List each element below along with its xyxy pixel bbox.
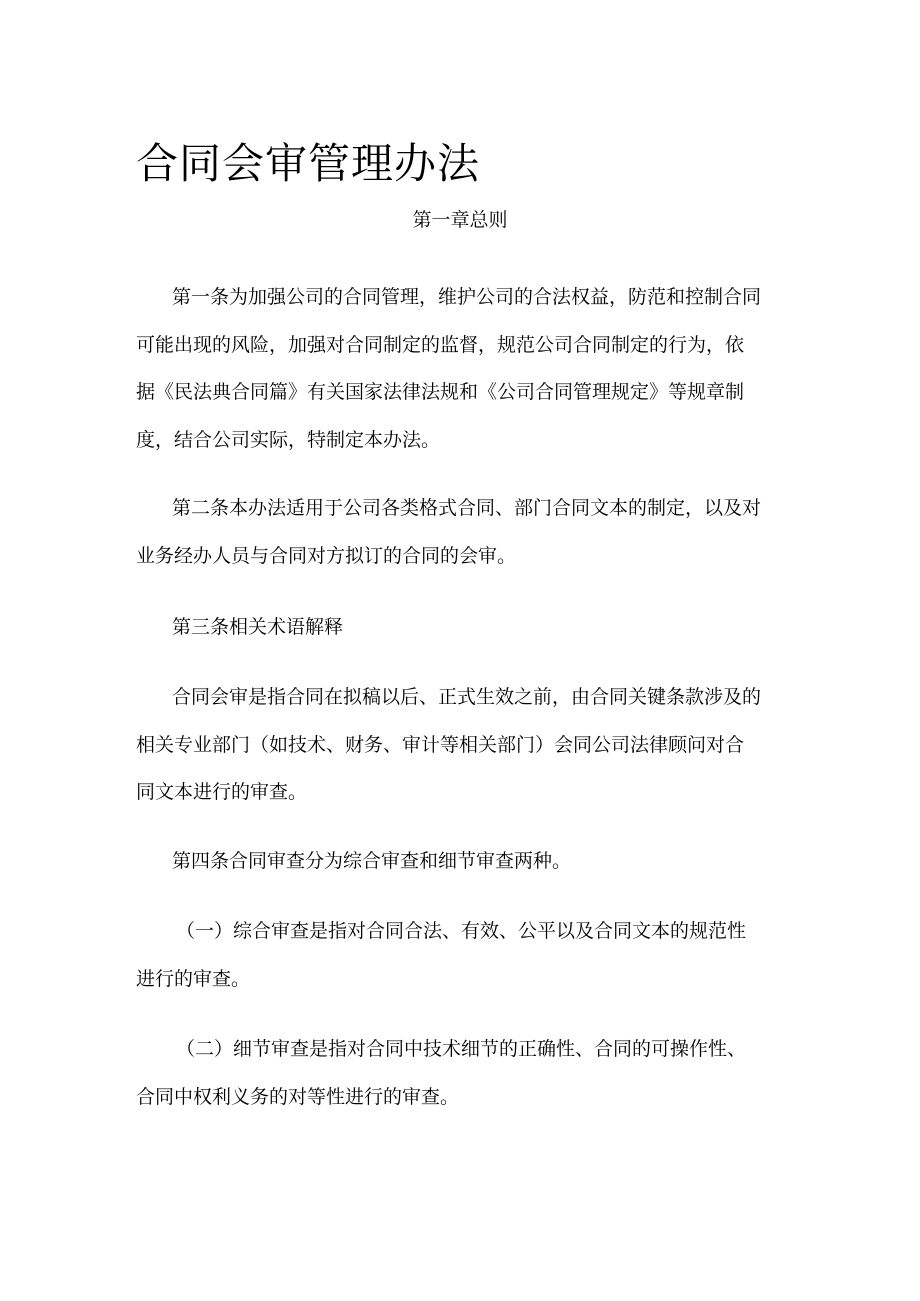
paragraph-line: 相关专业部门（如技术、财务、审计等相关部门）会同公司法律顾问对合 [136, 733, 745, 756]
paragraph-line: 第一条为加强公司的合同管理，维护公司的合法权益，防范和控制合同 [172, 286, 762, 308]
paragraph-line: 进行的审查。 [136, 967, 251, 990]
article-4-paragraph [136, 838, 786, 886]
paragraph-line: （一）综合审查是指对合同合法、有效、公平以及合同文本的规范性 [176, 920, 747, 942]
paragraph-line: 度，结合公司实际，特制定本办法。 [136, 428, 441, 451]
paragraph-line: 可能出现的风险，加强对合同制定的监督，规范公司合同制定的行为，依 [136, 333, 745, 356]
article-1-paragraph [136, 274, 786, 464]
paragraph-line: 同文本进行的审查。 [136, 781, 308, 803]
paragraph-line: 据《民法典合同篇》有关国家法律法规和《公司合同管理规定》等规章制 [136, 381, 745, 403]
document-title: 合同会审管理办法 [136, 139, 481, 188]
article-3-paragraph [136, 604, 786, 652]
paragraph-line: 第三条相关术语解释 [172, 616, 344, 638]
term-definition-paragraph [136, 674, 786, 817]
paragraph-line: 第二条本办法适用于公司各类格式合同、部门合同文本的制定，以及对 [172, 497, 762, 519]
paragraph-line: 业务经办人员与合同对方拟订的合同的会审。 [136, 544, 517, 567]
paragraph-line: 合同会审是指合同在拟稿以后、正式生效之前，由合同关键条款涉及的 [172, 686, 762, 708]
paragraph-line: （二）细节审查是指对合同中技术细节的正确性、合同的可操作性、 [176, 1038, 747, 1060]
article-2-paragraph [136, 485, 786, 580]
paragraph-line: 第四条合同审查分为综合审查和细节审查两种。 [172, 850, 572, 872]
item-2-paragraph [136, 1026, 786, 1121]
paragraph-line: 合同中权利义务的对等性进行的审查。 [136, 1085, 460, 1108]
chapter-heading: 第一章总则 [412, 209, 508, 231]
item-1-paragraph [136, 908, 786, 1003]
